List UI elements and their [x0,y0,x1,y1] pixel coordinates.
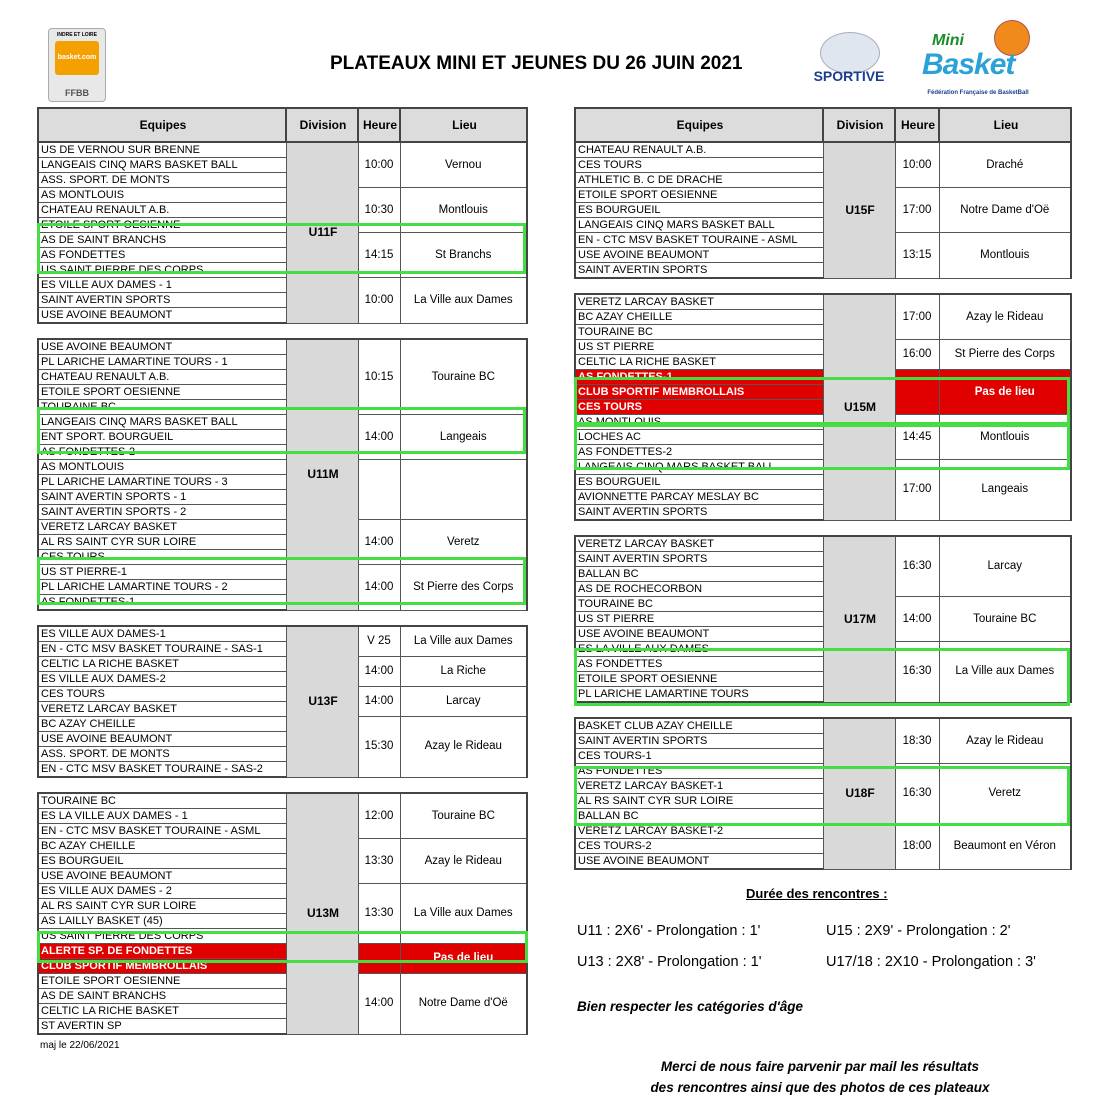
heure-cell: 10:15 [358,339,400,415]
heure-cell: V 25 [358,626,400,657]
team-name: CES TOURS [38,687,286,702]
team-name: ES BOURGUEIL [575,475,823,490]
team-name: CES TOURS [38,550,286,565]
team-name: US SAINT PIERRE DES CORPS [38,929,286,944]
lieu-cell: Larcay [400,687,527,717]
heure-cell: 18:00 [895,824,939,870]
heure-cell: 16:00 [895,340,939,370]
team-name: ASS. SPORT. DE MONTS [38,747,286,762]
heure-cell: 14:00 [358,565,400,611]
lieu-cell [400,460,527,520]
team-name: US ST PIERRE [575,340,823,355]
team-name: USE AVOINE BEAUMONT [575,627,823,642]
thanks-line-2: des rencontres ainsi que des photos de ces plateaux [650,1080,990,1095]
heure-cell: 17:00 [895,294,939,340]
heure-cell: 14:00 [358,520,400,565]
lieu-cell: Touraine BC [400,339,527,415]
lieu-cell: La Ville aux Dames [400,626,527,657]
lieu-cell: Montlouis [939,233,1071,279]
team-name: USE AVOINE BEAUMONT [38,869,286,884]
team-name: TOURAINE BC [575,597,823,612]
team-name: CELTIC LA RICHE BASKET [575,355,823,370]
lieu-cell: La Ville aux Dames [400,884,527,944]
team-name: ES LA VILLE AUX DAMES - 1 [38,809,286,824]
table-row [575,294,1071,310]
team-name: ENT SPORT. BOURGUEIL [38,430,286,445]
heure-cell: 10:00 [358,142,400,188]
thanks-line-1: Merci de nous faire parvenir par mail les résultats [660,1059,980,1074]
table-row [38,415,527,430]
team-name: US DE VERNOU SUR BRENNE [38,142,286,158]
team-name: AS DE SAINT BRANCHS [38,233,286,248]
team-name: ES VILLE AUX DAMES - 1 [38,278,286,293]
minibasket-logo [918,18,1038,102]
col-heure-header: Heure [895,108,939,142]
table-row [38,839,527,854]
lieu-cell: La Ville aux Dames [400,278,527,324]
team-name: AS FONDETTES-2 [575,445,823,460]
table-row [38,565,527,580]
lieu-cell: Touraine BC [400,793,527,839]
team-name: TOURAINE BC [38,793,286,809]
duree-title: Durée des rencontres : [746,886,888,901]
team-name: AS FONDETTES-1 [575,370,823,385]
team-name: CES TOURS-2 [575,839,823,854]
team-name: ETOILE SPORT OESIENNE [38,218,286,233]
team-name: AVIONNETTE PARCAY MESLAY BC [575,490,823,505]
table-row [38,339,527,355]
lieu-cell: La Riche [400,657,527,687]
col-equipes-header: Equipes [38,108,286,142]
col-division-header: Division [286,108,358,142]
heure-cell: 16:30 [895,536,939,597]
heure-cell: 17:00 [895,188,939,233]
lieu-cell: St Branchs [400,233,527,278]
lieu-cell: Langeais [400,415,527,460]
lieu-cell: Pas de lieu [400,944,527,974]
team-name: ES VILLE AUX DAMES-1 [38,626,286,642]
division-label: U11F [286,142,358,323]
heure-cell [358,460,400,520]
comite-logo-top: INDRE ET LOIRE [56,32,97,38]
lieu-cell: Touraine BC [939,597,1071,642]
team-name: ALERTE SP. DE FONDETTES [38,944,286,959]
team-name: VERETZ LARCAY BASKET [575,294,823,310]
heure-cell: 10:00 [895,142,939,188]
division-label: U13M [286,793,358,1034]
team-name: ETOILE SPORT OESIENNE [38,385,286,400]
team-name: CHATEAU RENAULT A.B. [38,370,286,385]
lieu-cell: St Pierre des Corps [939,340,1071,370]
heure-cell: 13:30 [358,839,400,884]
team-name: ETOILE SPORT OESIENNE [38,974,286,989]
team-name: CHATEAU RENAULT A.B. [38,203,286,218]
team-name: SAINT AVERTIN SPORTS - 1 [38,490,286,505]
team-name: EN - CTC MSV BASKET TOURAINE - SAS-2 [38,762,286,778]
table-row [38,944,527,959]
team-name: LANGEAIS CINQ MARS BASKET BALL [38,415,286,430]
team-name: TOURAINE BC [38,400,286,415]
team-name: CLUB SPORTIF MEMBROLLAIS [38,959,286,974]
team-name: SAINT AVERTIN SPORTS [575,505,823,521]
lieu-cell: Notre Dame d'Oë [939,188,1071,233]
lieu-cell: Azay le Rideau [400,717,527,778]
team-name: ATHLETIC B. C DE DRACHE [575,173,823,188]
duree-u15: U15 : 2X9' - Prolongation : 2' [826,923,1011,939]
duree-u13: U13 : 2X8' - Prolongation : 1' [577,954,762,970]
age-reminder: Bien respecter les catégories d'âge [577,999,804,1014]
heure-cell: 13:15 [895,233,939,279]
heure-cell: 12:00 [358,793,400,839]
lieu-cell: Larcay [939,536,1071,597]
team-name: USE AVOINE BEAUMONT [38,339,286,355]
team-name: VERETZ LARCAY BASKET-1 [575,779,823,794]
lieu-cell: St Pierre des Corps [400,565,527,611]
sportive-logo [810,30,888,92]
team-name: EN - CTC MSV BASKET TOURAINE - SAS-1 [38,642,286,657]
team-name: ETOILE SPORT OESIENNE [575,188,823,203]
team-name: AS DE SAINT BRANCHS [38,989,286,1004]
heure-cell: 16:30 [895,642,939,703]
team-name: AS MONTLOUIS [38,188,286,203]
division-label: U11M [286,339,358,610]
team-name: USE AVOINE BEAUMONT [575,248,823,263]
lieu-cell: Langeais [939,460,1071,521]
table-row [575,536,1071,552]
team-name: BC AZAY CHEILLE [575,310,823,325]
team-name: VERETZ LARCAY BASKET [575,536,823,552]
team-name: ES VILLE AUX DAMES-2 [38,672,286,687]
team-name: AL RS SAINT CYR SUR LOIRE [575,794,823,809]
team-name: US ST PIERRE [575,612,823,627]
table-row [575,142,1071,158]
team-name: USE AVOINE BEAUMONT [575,854,823,870]
team-name: BALLAN BC [575,809,823,824]
table-row [38,188,527,203]
lieu-cell: Veretz [400,520,527,565]
comite-logo [48,28,106,102]
team-name: ES BOURGUEIL [575,203,823,218]
right-schedule-table [574,107,1072,870]
heure-cell: 17:00 [895,460,939,521]
heure-cell: 16:30 [895,764,939,824]
table-row [38,687,527,702]
team-name: CES TOURS-1 [575,749,823,764]
heure-cell: 13:30 [358,884,400,944]
col-heure-header: Heure [358,108,400,142]
col-lieu-header: Lieu [939,108,1071,142]
division-label: U15M [823,294,895,520]
team-name: PL LARICHE LAMARTINE TOURS - 1 [38,355,286,370]
team-name: PL LARICHE LAMARTINE TOURS [575,687,823,703]
heure-cell [358,944,400,974]
duree-u11: U11 : 2X6' - Prolongation : 1' [577,923,761,939]
team-name: SAINT AVERTIN SPORTS [575,734,823,749]
team-name: VERETZ LARCAY BASKET-2 [575,824,823,839]
table-row [38,793,527,809]
heure-cell [895,370,939,415]
heure-cell: 15:30 [358,717,400,778]
table-row [38,657,527,672]
col-lieu-header: Lieu [400,108,527,142]
team-name: SAINT AVERTIN SPORTS [575,263,823,279]
team-name: LOCHES AC [575,430,823,445]
lieu-cell: Vernou [400,142,527,188]
table-row [38,460,527,475]
left-schedule-table [37,107,528,1035]
comite-logo-mid: basket.com [55,41,99,75]
team-name: AS FONDETTES-1 [38,595,286,611]
team-name: CLUB SPORTIF MEMBROLLAIS [575,385,823,400]
team-name: SAINT AVERTIN SPORTS [38,293,286,308]
team-name: CHATEAU RENAULT A.B. [575,142,823,158]
table-row [575,718,1071,734]
comite-logo-bottom: FFBB [65,88,89,98]
team-name: BASKET CLUB AZAY CHEILLE [575,718,823,734]
team-name: ES LA VILLE AUX DAMES [575,642,823,657]
team-name: ETOILE SPORT OESIENNE [575,672,823,687]
col-equipes-header: Equipes [575,108,823,142]
team-name: US SAINT PIERRE DES CORPS [38,263,286,278]
lieu-cell: Notre Dame d'Oë [400,974,527,1035]
minibasket-logo-ffbb: Fédération Française de BasketBall [927,90,1029,96]
team-name: LANGEAIS CINQ MARS BASKET BALL [38,158,286,173]
table-row [38,520,527,535]
table-row [38,884,527,899]
division-label: U18F [823,718,895,869]
heure-cell: 14:15 [358,233,400,278]
division-label: U17M [823,536,895,702]
heure-cell: 14:45 [895,415,939,460]
sportive-logo-text: SPORTIVE [813,68,885,84]
table-row [38,142,527,158]
page-title: PLATEAUX MINI ET JEUNES DU 26 JUIN 2021 [330,53,743,74]
team-name: BALLAN BC [575,567,823,582]
team-name: AS MONTLOUIS [38,460,286,475]
team-name: AL RS SAINT CYR SUR LOIRE [38,899,286,914]
team-name: ES VILLE AUX DAMES - 2 [38,884,286,899]
duree-u1718: U17/18 : 2X10 - Prolongation : 3' [826,954,1036,970]
team-name: LANGEAIS CINQ MARS BASKET BALL [575,218,823,233]
lieu-cell: La Ville aux Dames [939,642,1071,703]
team-name: CELTIC LA RICHE BASKET [38,1004,286,1019]
team-name: SAINT AVERTIN SPORTS [575,552,823,567]
team-name: AL RS SAINT CYR SUR LOIRE [38,535,286,550]
lieu-cell: Azay le Rideau [939,718,1071,764]
team-name: AS FONDETTES [575,657,823,672]
team-name: BC AZAY CHEILLE [38,839,286,854]
heure-cell: 14:00 [358,974,400,1035]
team-name: AS FONDETTES [38,248,286,263]
team-name: AS LAILLY BASKET (45) [38,914,286,929]
team-name: VERETZ LARCAY BASKET [38,702,286,717]
team-name: EN - CTC MSV BASKET TOURAINE - ASML [38,824,286,839]
team-name: AS MONTLOUIS [575,415,823,430]
lieu-cell: Veretz [939,764,1071,824]
team-name: AS FONDETTES [575,764,823,779]
lieu-cell: Montlouis [400,188,527,233]
team-name: US ST PIERRE-1 [38,565,286,580]
table-row [38,626,527,642]
team-name: ST AVERTIN SP [38,1019,286,1035]
team-name: ES BOURGUEIL [38,854,286,869]
lieu-cell: Beaumont en Véron [939,824,1071,870]
team-name: PL LARICHE LAMARTINE TOURS - 2 [38,580,286,595]
lieu-cell: Azay le Rideau [939,294,1071,340]
team-name: CES TOURS [575,400,823,415]
division-label: U13F [286,626,358,777]
division-label: U15F [823,142,895,278]
lieu-cell: Montlouis [939,415,1071,460]
lieu-cell: Azay le Rideau [400,839,527,884]
col-division-header: Division [823,108,895,142]
table-row [38,233,527,248]
heure-cell: 10:30 [358,188,400,233]
team-name: PL LARICHE LAMARTINE TOURS - 3 [38,475,286,490]
lieu-cell: Pas de lieu [939,370,1071,415]
team-name: TOURAINE BC [575,325,823,340]
team-name: CELTIC LA RICHE BASKET [38,657,286,672]
team-name: SAINT AVERTIN SPORTS - 2 [38,505,286,520]
team-name: USE AVOINE BEAUMONT [38,308,286,324]
heure-cell: 10:00 [358,278,400,324]
team-name: AS DE ROCHECORBON [575,582,823,597]
table-row [38,974,527,989]
team-name: ASS. SPORT. DE MONTS [38,173,286,188]
heure-cell: 14:00 [358,657,400,687]
heure-cell: 14:00 [895,597,939,642]
team-name: AS FONDETTES-2 [38,445,286,460]
heure-cell: 18:30 [895,718,939,764]
minibasket-logo-basket: Basket [922,48,1015,81]
table-row [38,278,527,293]
team-name: CES TOURS [575,158,823,173]
heure-cell: 14:00 [358,415,400,460]
table-row [38,717,527,732]
lieu-cell: Draché [939,142,1071,188]
team-name: LANGEAIS CINQ MARS BASKET BALL [575,460,823,475]
heure-cell: 14:00 [358,687,400,717]
team-name: BC AZAY CHEILLE [38,717,286,732]
thanks-message [600,1056,1040,1098]
update-date: maj le 22/06/2021 [40,1040,120,1051]
team-name: VERETZ LARCAY BASKET [38,520,286,535]
team-name: USE AVOINE BEAUMONT [38,732,286,747]
team-name: EN - CTC MSV BASKET TOURAINE - ASML [575,233,823,248]
minibasket-logo-mini: Mini [932,32,964,49]
